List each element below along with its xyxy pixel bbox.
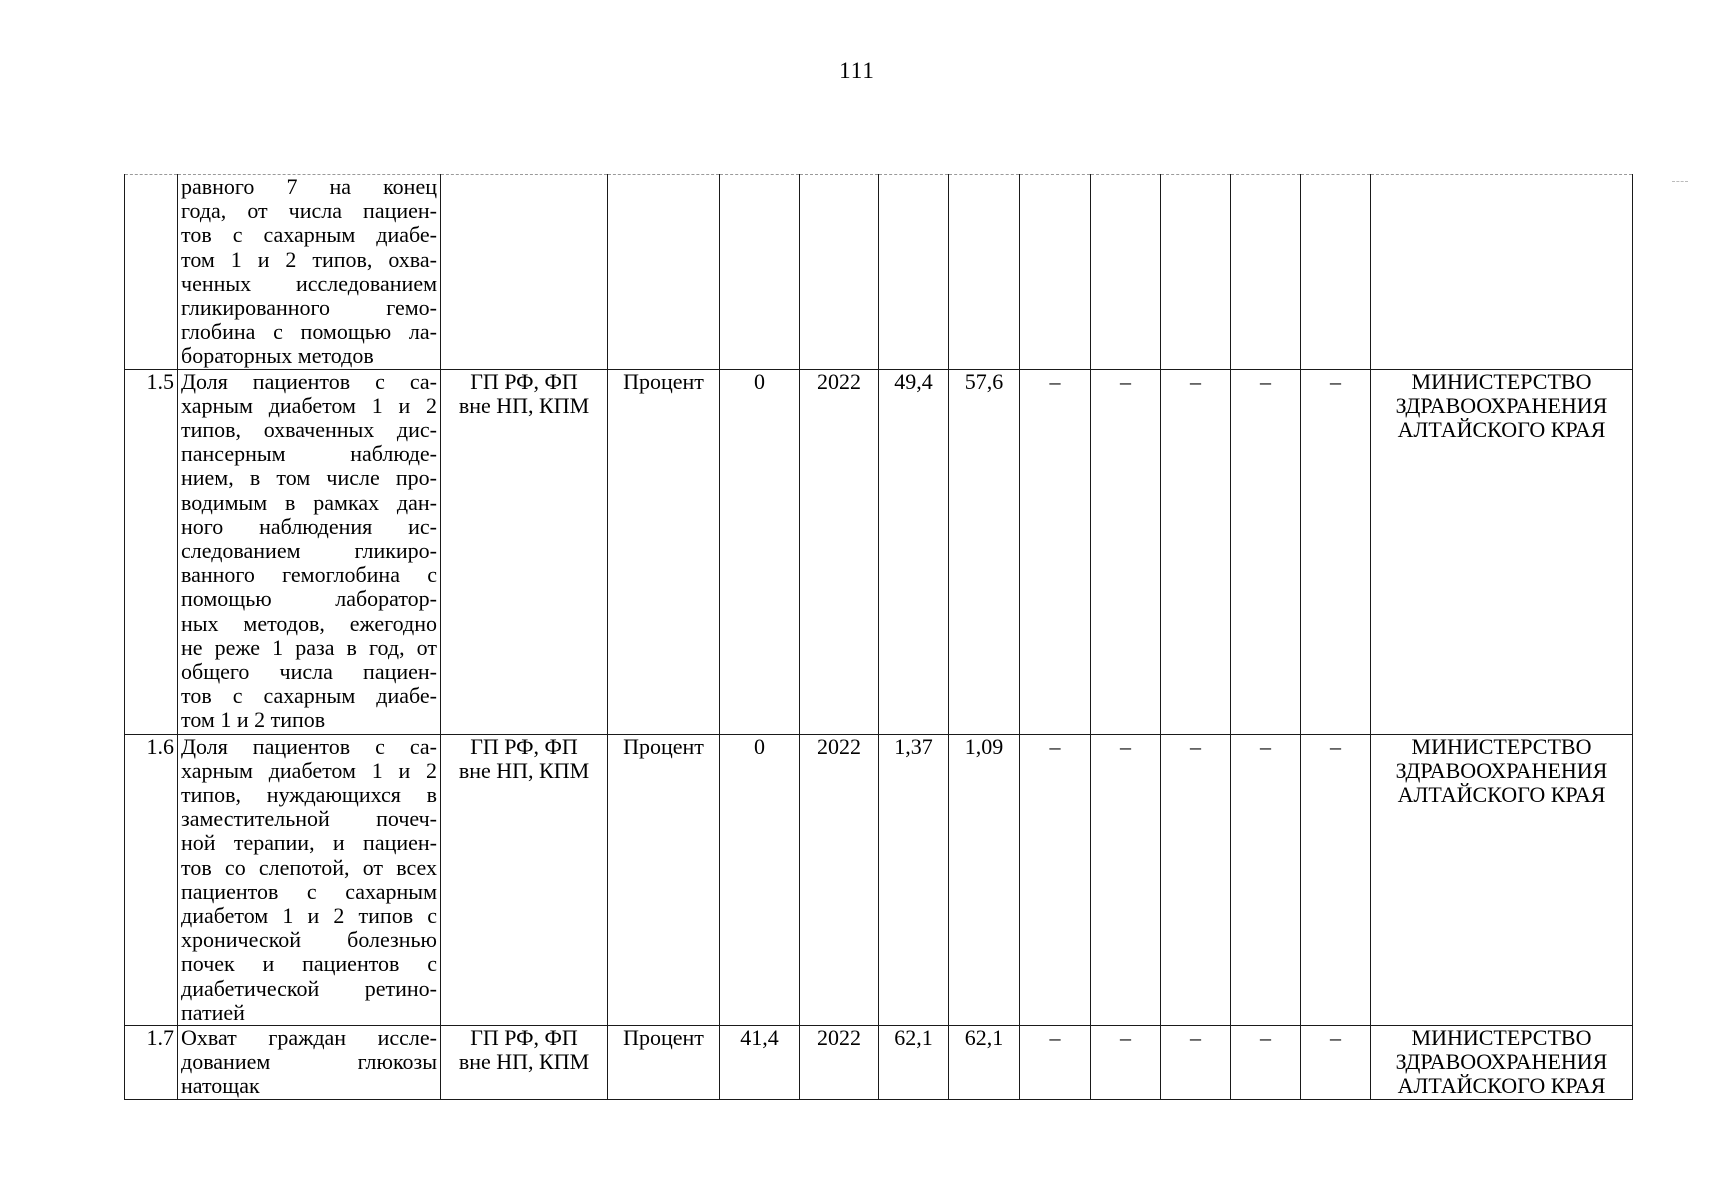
- indicator-name-cell: [178, 1026, 441, 1100]
- indicator-name-line: общего числа пациен-: [181, 659, 437, 685]
- indicator-name-line: бораторных методов: [181, 343, 374, 369]
- table-row: [125, 1026, 1633, 1100]
- unit-cell: [608, 175, 720, 370]
- unit-cell: Процент: [608, 734, 720, 1025]
- page-number: 111: [839, 58, 875, 83]
- value-cell: [1301, 175, 1371, 370]
- indicator-name-line: пансерным наблюде-: [181, 441, 437, 467]
- indicator-name-line: ных методов, ежегодно: [181, 610, 437, 636]
- indicator-name-line: диабетом 1 и 2 типов с: [181, 903, 437, 929]
- base-year-cell: 2022: [800, 734, 879, 1025]
- dash-cell: –: [1231, 734, 1301, 1025]
- source-cell: [441, 369, 608, 734]
- base-value-cell: 0: [720, 369, 800, 734]
- base-value-cell: 0: [720, 734, 800, 1025]
- indicator-name-line: том 1 и 2 типов, охва-: [181, 246, 437, 272]
- value-cell: [1091, 175, 1161, 370]
- dash-cell: –: [1091, 1026, 1161, 1100]
- value-cell: 57,6: [949, 369, 1020, 734]
- source-line: вне НП, КПМ: [458, 757, 590, 783]
- dash-cell: –: [1231, 369, 1301, 734]
- source-line: ГП РФ, ФП: [470, 369, 578, 394]
- source-line: вне НП, КПМ: [458, 392, 590, 418]
- indicator-name-line: харным диабетом 1 и 2: [181, 757, 437, 783]
- value-cell: [1231, 175, 1301, 370]
- indicator-name-line: тов со слепотой, от всех: [181, 854, 437, 880]
- indicator-name-line: не реже 1 раза в год, от: [181, 634, 437, 660]
- indicator-name-line: глобина с помощью ла-: [181, 319, 437, 345]
- base-year-cell: [800, 175, 879, 370]
- indicator-name-line: Доля пациентов с са-: [181, 734, 437, 759]
- indicator-name-line: равного 7 на конец: [181, 174, 437, 199]
- responsible-line: ЗДРАВООХРАНЕНИЯ: [1395, 1049, 1608, 1075]
- indicator-name-line: тов с сахарным диабе-: [181, 683, 437, 709]
- indicator-name-cell: [178, 734, 441, 1025]
- value-cell: 1,37: [879, 734, 949, 1025]
- value-cell: [879, 175, 949, 370]
- source-line: ГП РФ, ФП: [470, 734, 578, 759]
- responsible-cell: [1371, 369, 1633, 734]
- responsible-cell: [1371, 175, 1633, 370]
- value-cell: 62,1: [879, 1026, 949, 1100]
- dash-cell: –: [1231, 1026, 1301, 1100]
- dash-cell: –: [1301, 369, 1371, 734]
- source-line: ГП РФ, ФП: [470, 1025, 578, 1051]
- table-row: [125, 734, 1633, 1025]
- indicator-name-line: ванного гемоглобина с: [181, 562, 437, 588]
- table-row: [125, 369, 1633, 734]
- base-year-cell: 2022: [800, 369, 879, 734]
- row-number-cell: 1.6: [125, 734, 178, 1025]
- value-cell: [1161, 175, 1231, 370]
- indicator-name-line: гликированного гемо-: [181, 295, 437, 321]
- indicator-name-line: года, от числа пациен-: [181, 198, 437, 224]
- value-cell: [949, 175, 1020, 370]
- indicator-name-line: диабетической ретино-: [181, 975, 437, 1001]
- responsible-line: МИНИСТЕРСТВО: [1411, 369, 1592, 394]
- dash-cell: –: [1091, 369, 1161, 734]
- responsible-cell: [1371, 1026, 1633, 1100]
- dash-cell: –: [1020, 1026, 1091, 1100]
- responsible-cell: [1371, 734, 1633, 1025]
- source-cell: [441, 1026, 608, 1100]
- dash-cell: –: [1020, 734, 1091, 1025]
- indicator-name-line: ного наблюдения ис-: [181, 513, 437, 539]
- dash-cell: –: [1020, 369, 1091, 734]
- scan-artifact: [1672, 181, 1688, 182]
- table-row-continuation: [125, 175, 1633, 370]
- indicator-name-line: типов, нуждающихся в: [181, 782, 437, 808]
- dash-cell: –: [1161, 369, 1231, 734]
- source-cell: [441, 734, 608, 1025]
- unit-cell: Процент: [608, 369, 720, 734]
- indicator-name-line: тов с сахарным диабе-: [181, 222, 437, 248]
- indicator-name-line: хронической болезнью: [181, 927, 437, 953]
- indicator-name-cell: [178, 369, 441, 734]
- value-cell: 62,1: [949, 1026, 1020, 1100]
- indicator-name-line: дованием глюкозы: [181, 1049, 437, 1075]
- value-cell: 1,09: [949, 734, 1020, 1025]
- row-number-cell: [125, 175, 178, 370]
- indicator-name-line: Доля пациентов с са-: [181, 369, 437, 394]
- indicator-name-line: типов, охваченных дис-: [181, 417, 437, 443]
- base-year-cell: 2022: [800, 1026, 879, 1100]
- indicator-name-line: ной терапии, и пациен-: [181, 830, 437, 856]
- responsible-line: АЛТАЙСКОГО КРАЯ: [1397, 417, 1606, 443]
- dash-cell: –: [1161, 1026, 1231, 1100]
- indicator-name-line: водимым в рамках дан-: [181, 489, 437, 515]
- indicator-name-line: ченных исследованием: [181, 270, 437, 296]
- indicator-name-line: почек и пациентов с: [181, 951, 437, 977]
- dash-cell: –: [1301, 1026, 1371, 1100]
- responsible-line: ЗДРАВООХРАНЕНИЯ: [1395, 757, 1608, 783]
- indicator-name-line: Охват граждан иссле-: [181, 1025, 437, 1051]
- base-value-cell: 41,4: [720, 1026, 800, 1100]
- indicator-name-line: помощью лаборатор-: [181, 586, 437, 612]
- row-number-cell: 1.5: [125, 369, 178, 734]
- indicators-table: [124, 174, 1633, 1100]
- indicator-name-line: заместительной почеч-: [181, 806, 437, 832]
- source-cell: [441, 175, 608, 370]
- unit-cell: Процент: [608, 1026, 720, 1100]
- indicator-name-line: пациентов с сахарным: [181, 878, 437, 904]
- value-cell: 49,4: [879, 369, 949, 734]
- indicator-name-line: харным диабетом 1 и 2: [181, 392, 437, 418]
- base-value-cell: [720, 175, 800, 370]
- indicator-name-line: том 1 и 2 типов: [181, 707, 326, 733]
- dash-cell: –: [1301, 734, 1371, 1025]
- indicator-name-line: натощак: [181, 1073, 260, 1099]
- indicator-name-line: нием, в том числе про-: [181, 465, 437, 491]
- dash-cell: –: [1091, 734, 1161, 1025]
- row-number-cell: 1.7: [125, 1026, 178, 1100]
- source-line: вне НП, КПМ: [458, 1049, 590, 1075]
- responsible-line: ЗДРАВООХРАНЕНИЯ: [1395, 392, 1608, 418]
- indicator-name-line: следованием гликиро-: [181, 538, 437, 564]
- responsible-line: АЛТАЙСКОГО КРАЯ: [1397, 782, 1606, 808]
- indicator-name-cell: [178, 175, 441, 370]
- dash-cell: –: [1161, 734, 1231, 1025]
- value-cell: [1020, 175, 1091, 370]
- responsible-line: АЛТАЙСКОГО КРАЯ: [1397, 1073, 1606, 1099]
- responsible-line: МИНИСТЕРСТВО: [1411, 1025, 1592, 1051]
- indicator-name-line: патией: [181, 999, 245, 1025]
- responsible-line: МИНИСТЕРСТВО: [1411, 734, 1592, 759]
